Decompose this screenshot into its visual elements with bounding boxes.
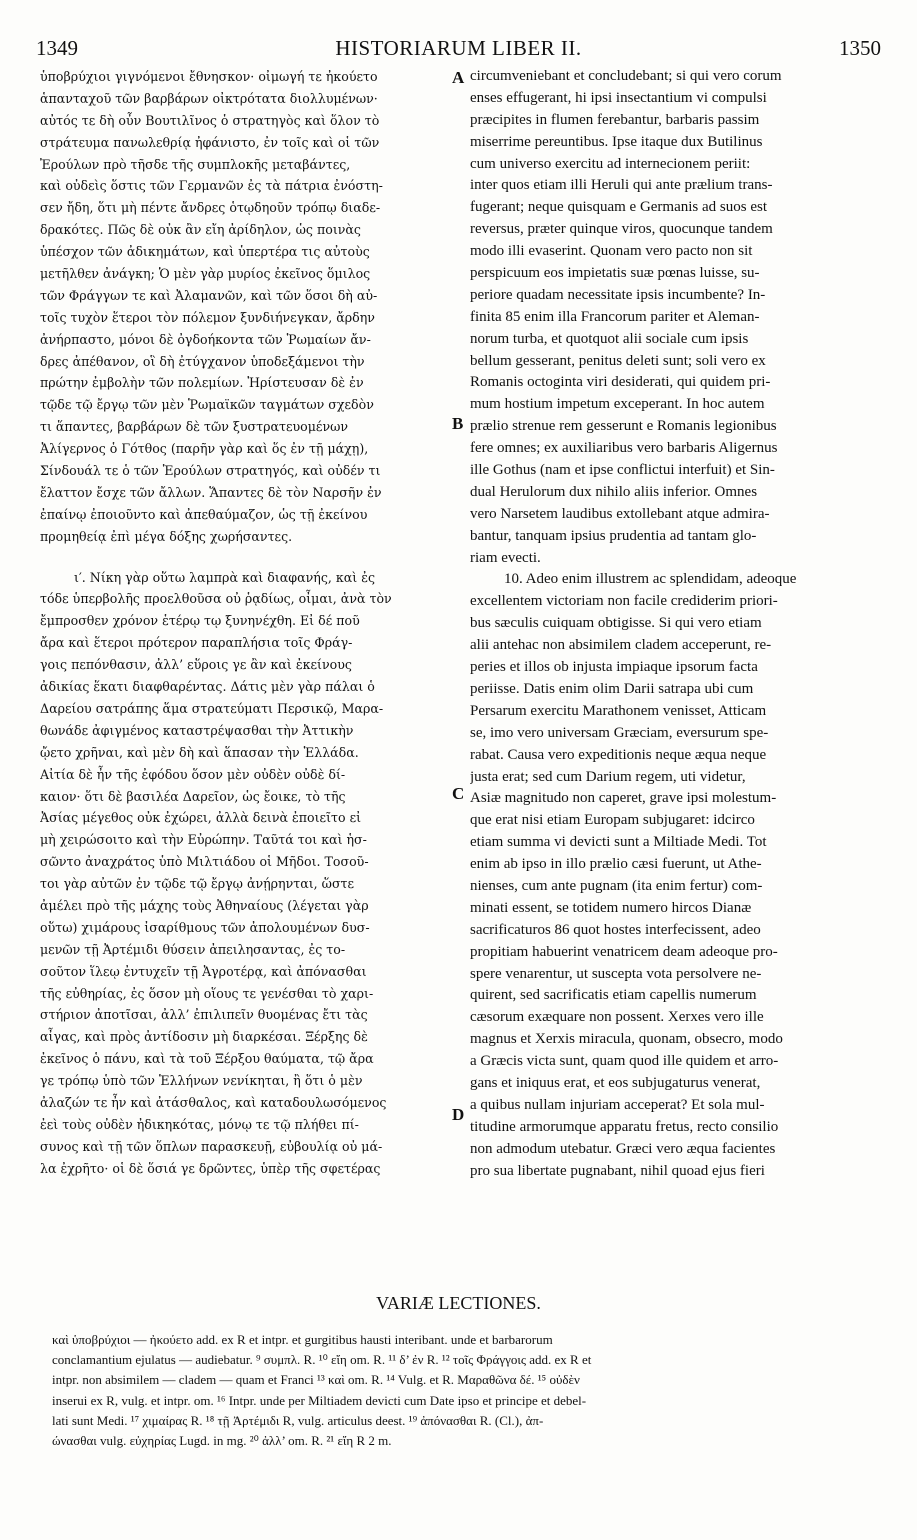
apparatus-line: lati sunt Medi. ¹⁷ χιμαίρας R. ¹⁸ τῇ Ἀρτέμιδι R, vulg. articulus deest. ¹⁹ ἀπόνασθαι R. (Cl.), ἀπ- bbox=[52, 1412, 544, 1428]
apparatus-line: intpr. non absimilem — cladem — quam et Franci ¹³ καὶ om. R. ¹⁴ Vulg. et R. Μαραθῶνα δέ. ¹⁵ οὐδὲν bbox=[52, 1372, 580, 1388]
latin-text-line: rabat. Causa vero expeditionis neque æqua neque bbox=[470, 746, 767, 763]
greek-text-line: ἀδικίας ἕκατι διαφθαρέντας. Δάτις μὲν γὰρ πάλαι ὁ bbox=[40, 679, 375, 695]
latin-text-line: periisse. Datis enim olim Darii satrapa ubi cum bbox=[470, 680, 754, 697]
greek-text-line: σῶντο ἀναχράτος ὑπὸ Μιλτιάδου οἱ Μῆδοι. Τοσοῦ- bbox=[40, 854, 369, 870]
paragraph-gap bbox=[40, 548, 444, 567]
latin-text-line: Persarum exercitu Marathonem venisset, Atticam bbox=[470, 702, 767, 719]
greek-text-line: ἄρα καὶ ἕτεροι πρότερον παραπλήσια τοῖς Φράγ- bbox=[40, 635, 353, 651]
greek-text-line: ἐκεῖνος ὁ πάνυ, καὶ τὰ τοῦ Ξέρξου θαύματα, τῷ ἄρα bbox=[40, 1051, 374, 1067]
latin-text-line: enim ab ipso in illo prælio cæsi fuerunt, ut Athe- bbox=[470, 856, 762, 873]
greek-text-line: ὑπέσχον τῶν ἀδικημάτων, καὶ ὑπερτέρα τις αὐτοὺς bbox=[40, 244, 370, 260]
greek-text-line: τῆς εὐθηρίας, ἐς ὅσον μὴ οἵους τε γενέσθαι τὸ χαρι- bbox=[40, 985, 374, 1001]
greek-text-line: τῶν Φράγγων τε καὶ Ἀλαμανῶν, καὶ τῶν ὅσοι δὴ αὐ- bbox=[40, 287, 378, 303]
latin-text-line: fere omnes; ex auxiliaribus vero barbaris Aligernus bbox=[470, 440, 778, 457]
latin-text-line: cæsorum exæquare non possent. Xerxes vero ille bbox=[470, 1009, 764, 1026]
apparatus-line: inserui ex R, vulg. et intpr. om. ¹⁶ Intpr. unde per Miltiadem devicti cum Date ipso et principe et debel- bbox=[52, 1392, 587, 1408]
margin-letter-b: B bbox=[452, 414, 464, 433]
latin-text-line: enses effugerant, hi ipsi insectantium vi compulsi bbox=[470, 89, 767, 106]
greek-text-line: ἐεὶ τοὺς οὐδὲν ἠδικηκότας, μόνῳ τε τῷ πλήθει πί- bbox=[40, 1116, 359, 1132]
latin-text-line: præcipites in flumen ferebantur, barbaris passim bbox=[470, 111, 760, 128]
latin-text-line: justa erat; sed cum Darium regem, uti videtur, bbox=[470, 768, 746, 785]
latin-text-line: periore quadam necessitate ipsis incumbente? In- bbox=[470, 286, 766, 303]
greek-text-line: μετῆλθεν ἀνάγκη; Ὁ μὲν γὰρ μυρίος ἐκεῖνος ὅμιλος bbox=[40, 266, 371, 282]
latin-text-line: modo illi evaserint. Quonam vero pacto non sit bbox=[470, 243, 753, 260]
greek-text-line: ὑποβρύχιοι γιγνόμενοι ἔθνησκον· οἰμωγή τε ἠκούετο bbox=[40, 69, 378, 84]
greek-text-line: Αἰτία δὲ ἦν τῆς ἐφόδου ὅσον μὲν οὐδὲν οὐδὲ δί- bbox=[40, 766, 346, 782]
apparatus-line: conclamantium ejulatus — audiebatur. ⁹ συμπλ. R. ¹⁰ εἴη om. R. ¹¹ δ’ ἐν R. ¹² τοῖς Φράγγοις add. ex R et bbox=[52, 1352, 592, 1368]
latin-text-line: dual Herulorum dux nihilo aliis inferior. Omnes bbox=[470, 483, 758, 500]
critical-apparatus bbox=[52, 1330, 882, 1451]
running-title: HISTORIARUM LIBER II. bbox=[335, 36, 582, 60]
greek-text-line: ἁπανταχοῦ τῶν βαρβάρων οἰκτρότατα διολλυμένων· bbox=[40, 90, 378, 106]
latin-text-line: miserrime pereuntibus. Ipse itaque dux Butilinus bbox=[470, 133, 763, 150]
latin-text-line: nienses, cum ante pugnam (ita enim fertur) com- bbox=[470, 877, 763, 894]
latin-text-line: bantur, tanquam ipsius prudentia ad tantam glo- bbox=[470, 527, 757, 544]
greek-text-line: ἀνήρπαστο, μόνοι δὲ ὀγδοήκοντα τῶν Ῥωμαίων ἄν- bbox=[40, 331, 371, 347]
latin-text-line: se, imo vero universam Græciam, eversurum spe- bbox=[470, 724, 769, 741]
latin-text-line: bus sæculis cuiquam obtigisse. Si qui vero etiam bbox=[470, 615, 762, 632]
greek-text-line: προμηθείᾳ ἐπὶ μέγα δόξης χωρήσαντες. bbox=[40, 528, 293, 544]
latin-text-line: inter quos etiam illi Heruli qui ante prælium trans- bbox=[470, 177, 773, 194]
greek-text-line: αἶγας, καὶ πρὸς ἀντίδοσιν μὴ διαρκέσαι. Ξέρξης δὲ bbox=[40, 1029, 368, 1045]
greek-text-line: τοῖς τυχὸν ἕτεροι τὸν πόλεμον ξυνδιήνεγκαν, ἄρδην bbox=[40, 309, 375, 325]
greek-text-line: στράτευμα πανωλεθρίᾳ ἠφάνιστο, ἐν τοῖς καὶ οἱ τῶν bbox=[40, 134, 380, 150]
greek-text-line: αὐτός τε δὴ οὖν Βουτιλῖνος ὁ στρατηγὸς καὶ ὅλον τὸ bbox=[40, 112, 380, 128]
latin-text-line: prælio strenue rem gesserunt e Romanis legionibus bbox=[470, 418, 777, 435]
latin-text-line: mum hostium impetum exceperant. In hoc autem bbox=[470, 396, 765, 413]
greek-text-line: γοις πεπόνθασιν, ἀλλ’ εὕροις γε ἂν καὶ ἐκείνους bbox=[40, 657, 352, 673]
greek-text-line: τι ἅπαντες, βαρβάρων δὲ τῶν ξυστρατευομένων bbox=[40, 419, 349, 435]
latin-text-line: fugerant; neque quisquam e Germanis ad suos est bbox=[470, 199, 768, 216]
margin-letter-d: D bbox=[452, 1105, 465, 1124]
left-page-number: 1349 bbox=[36, 36, 78, 60]
right-page-number: 1350 bbox=[839, 36, 881, 60]
greek-text-line: θωνάδε ἀφιγμένος καταστρέψασθαι τὴν Ἀττικὴν bbox=[40, 722, 354, 738]
greek-text-line: ι′. Νίκη γὰρ οὕτω λαμπρὰ καὶ διαφανής, καὶ ἐς bbox=[74, 569, 376, 585]
greek-text-line: Ἀλίγερνος ὁ Γότθος (παρῆν γὰρ καὶ ὅς ἐν τῇ μάχῃ), bbox=[40, 441, 369, 457]
latin-text-line: spere venarentur, ut suscepta vota persolvere ne- bbox=[470, 965, 762, 982]
greek-text-line: Ἀσίας μέγεθος οὐκ ἐχώρει, ἀλλὰ δεινὰ ἐποιεῖτο εἰ bbox=[40, 810, 362, 826]
greek-text-line: δρακότες. Πῶς δὲ οὐκ ἂν εἴη ἀρίδηλον, ὡς ποινὰς bbox=[40, 222, 361, 238]
greek-text-line: Δαρείου σατράπης ἅμα στρατεύματι Περσικῷ, Μαρα- bbox=[40, 700, 384, 716]
latin-text-line: ille Gothus (nam et ipse conflictui interfuit) et Sin- bbox=[470, 462, 775, 479]
latin-text-line: circumveniebant et concludebant; si qui vero corum bbox=[470, 68, 782, 84]
greek-text-line: ἔλαττον ἔσχε τῶν ἄλλων. Ἅπαντες δὲ τὸν Ναρσῆν ἐν bbox=[40, 484, 382, 500]
latin-text-line: sacrificaturos 86 quot hostes interfecissent, adeo bbox=[470, 921, 761, 938]
greek-text-line: οὕτω) χιμάρους ἰσαρίθμους τῶν ἀπολουμένων δυσ- bbox=[40, 919, 370, 935]
greek-text-line: γε τρόπῳ ὑπὸ τῶν Ἑλλήνων νενίκηται, ἢ ὅτι ὁ μὲν bbox=[40, 1073, 363, 1089]
greek-text-line: Ἐρούλων πρὸ τῆσδε τῆς συμπλοκῆς μεταβάντες, bbox=[40, 156, 351, 172]
latin-text-line: etiam summa vi devicti sunt a Miltiade Medi. Tot bbox=[470, 834, 767, 851]
greek-text-line: σεν ἤδη, ὅτι μὴ πέντε ἄνδρες ὁτῳδηοῦν τρόπῳ διαδε- bbox=[40, 200, 381, 216]
latin-text-line: magnus et Xerxis miracula, quonam, obsecro, modo bbox=[470, 1031, 783, 1048]
greek-text-line: ᾤετο χρῆναι, καὶ μὲν δὴ καὶ ἅπασαν τὴν Ἑλλάδα. bbox=[40, 744, 359, 760]
greek-text-line: μὴ χειρώσοιτο καὶ τὴν Εὐρώπην. Ταῦτά τοι καὶ ἡσ- bbox=[40, 832, 367, 848]
greek-text-line: ἀλαζών τε ἦν καὶ ἀτάσθαλος, καὶ καταδουλωσόμενος bbox=[40, 1094, 387, 1110]
variae-lectiones-heading: VARIÆ LECTIONES. bbox=[376, 1293, 541, 1313]
latin-text-line: minati essent, se totidem numero hircos Dianæ bbox=[470, 899, 752, 916]
greek-text-line: πρώτην ἐμβολὴν τῶν πολεμίων. Ἠρίστευσαν δὲ ἐν bbox=[40, 375, 364, 391]
latin-text-line: alii antehac non absimilem cladem acceperunt, re- bbox=[470, 637, 772, 654]
greek-text-line: στήριον ἀποτῖσαι, ἀλλ’ ἐπιλιπεῖν θυομένας ἔτι τὰς bbox=[40, 1007, 368, 1023]
greek-text-line: τόδε ὑπερβολῆς προελθοῦσα οὐ ῥᾳδίως, οἶμαι, ἀνὰ τὸν bbox=[40, 591, 392, 607]
latin-text-line: quirent, sed sacrificatis etiam capellis numerum bbox=[470, 987, 757, 1004]
latin-text-line: reversus, præter quinque viros, quocunque tandem bbox=[470, 221, 773, 238]
greek-text-line: τῷδε τῷ ἔργῳ τῶν μὲν Ῥωμαϊκῶν ταγμάτων σχεδὸν bbox=[40, 397, 374, 413]
latin-text-line: bellum gesserant, penitus deleti sunt; soli vero ex bbox=[470, 352, 766, 369]
latin-text-line: non admodum utebatur. Græci vero æqua facientes bbox=[470, 1140, 776, 1157]
latin-text-line: que erat nisi etiam Europam subjugaret: idcirco bbox=[470, 812, 755, 829]
greek-text-line: καιον· ὅτι δὲ βασιλέα Δαρεῖον, ὡς ἔοικε, τὸ τῆς bbox=[40, 788, 346, 804]
latin-text-line: 10. Adeo enim illustrem ac splendidam, adeoque bbox=[504, 571, 797, 588]
latin-text-line: perspicuum eos impietatis suæ pœnas luisse, su- bbox=[470, 265, 760, 282]
greek-text-line: ἔμπροσθεν χρόνον ἑτέρῳ τῳ ξυνηνέχθη. Εἰ δέ ποῦ bbox=[40, 613, 360, 629]
latin-text-line: riam evecti. bbox=[470, 549, 541, 566]
greek-text-line: ἐπαίνῳ ἐποιοῦντο καὶ ἀπεθαύμαζον, ὡς τῇ ἐκείνου bbox=[40, 506, 368, 522]
apparatus-line: καὶ ὑποβρύχιοι — ἠκούετο add. ex R et intpr. et gurgitibus hausti interibant. unde et barbarorum bbox=[52, 1332, 553, 1347]
apparatus-line: ώνασθαι vulg. εὐχηρίας Lugd. in mg. ²⁰ ἀλλ’ om. R. ²¹ εἴη R 2 m. bbox=[52, 1432, 392, 1448]
margin-letter-a: A bbox=[452, 68, 465, 87]
margin-letter-c: C bbox=[452, 784, 465, 803]
greek-text-line: Σίνδουάλ τε ὁ τῶν Ἐρούλων στρατηγός, καὶ οὐδέν τι bbox=[40, 463, 381, 479]
latin-text-line: Asiæ magnitudo non caperet, grave ipsi molestum- bbox=[470, 790, 777, 807]
greek-text-line: δρες ἀπέθανον, οἳ δὴ ἐτύγχανον ὑποδεξάμενοι τὴν bbox=[40, 353, 365, 369]
latin-text-line: norum turba, et quotquot alii sociale cum ipsis bbox=[470, 330, 749, 347]
latin-text-line: finita 85 enim illa Francorum pariter et Aleman- bbox=[470, 308, 760, 325]
greek-text-line: συνος καὶ τῇ τῶν ὅπλων παρασκευῇ, εὐβουλίᾳ οὐ μά- bbox=[40, 1138, 383, 1154]
latin-text-line: Romanis octoginta viri desiderati, qui quidem pri- bbox=[470, 374, 771, 391]
latin-text-line: vero Narsetem laudibus extollebant atque admira- bbox=[470, 505, 770, 522]
latin-text-line: a Græcis victa sunt, quam quod ille quidem et arro- bbox=[470, 1053, 779, 1070]
greek-text-column bbox=[40, 66, 444, 1180]
latin-text-line: pro sua libertate pugnabant, nihil quoad ejus fieri bbox=[470, 1162, 765, 1179]
greek-text-line: τοι γὰρ αὐτῶν ἐν τῷδε τῷ ἔργῳ ἀνῄρηνται, ὥστε bbox=[40, 876, 355, 892]
greek-text-line: καὶ οὐδεὶς ὅστις τῶν Γερμανῶν ἐς τὰ πάτρια ἐνόστη- bbox=[40, 178, 383, 194]
greek-text-line: μενῶν τῇ Ἀρτέμιδι θύσειν ἀπειλησαντας, ἐς το- bbox=[40, 941, 346, 957]
latin-text-line: peries et illos ob injusta impiaque ipsorum facta bbox=[470, 659, 758, 676]
latin-text-column bbox=[470, 66, 882, 1182]
latin-text-line: a quibus nullam injuriam acceperat? Et sola mul- bbox=[470, 1096, 765, 1113]
latin-text-line: gans et iniquus erat, et eos subjugaturus venerat, bbox=[470, 1074, 761, 1091]
greek-text-line: σοῦτον ἵλεῳ ἐντυχεῖν τῇ Ἀγροτέρᾳ, καὶ ἀπόνασθαι bbox=[40, 963, 367, 979]
greek-text-line: λα ἐχρῆτο· οἱ δὲ ὅσιά γε δρῶντες, ὑπὲρ τῆς σφετέρας bbox=[40, 1160, 381, 1176]
greek-text-line: ἀμέλει πρὸ τῆς μάχης τοὺς Ἀθηναίους (λέγεται γὰρ bbox=[40, 897, 369, 913]
latin-text-line: excellentem victoriam non facile crediderim priori- bbox=[470, 593, 778, 610]
page-header bbox=[36, 36, 881, 62]
latin-text-line: cum universo exercitu ad internecionem periit: bbox=[470, 155, 751, 172]
latin-text-line: propitiam habuerint venatricem deam adeoque pro- bbox=[470, 943, 778, 960]
latin-text-line: titudine armorumque apparatu fretus, recto consilio bbox=[470, 1118, 779, 1135]
